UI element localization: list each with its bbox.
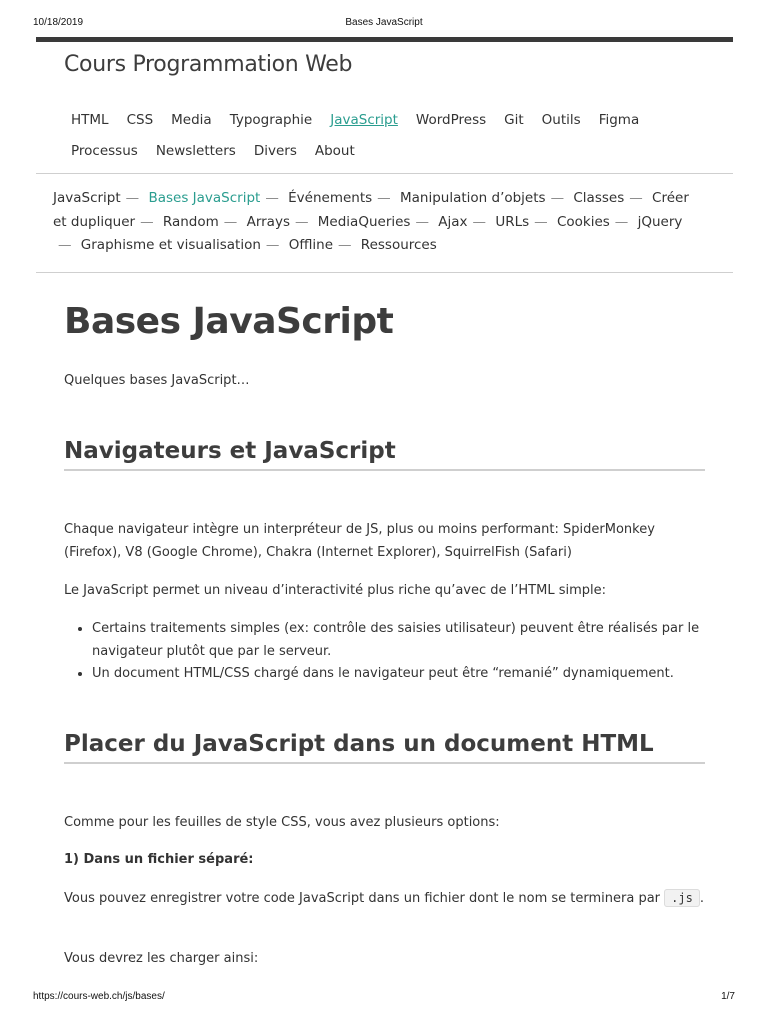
nav-item-git[interactable]: Git	[504, 111, 524, 128]
subnav-separator: —	[629, 190, 643, 206]
subnav-separator: —	[265, 237, 280, 253]
print-page-number: 1/7	[721, 991, 735, 1002]
subnav-item-ajax[interactable]: Ajax	[438, 213, 468, 230]
subnav-item-mediaqueries[interactable]: MediaQueries	[317, 213, 411, 230]
paragraph: Chaque navigateur intègre un interpréteur de JS, plus ou moins performant: SpiderMonkey (Firefox), V8 (Google Chrome), Chakra (Internet Explorer), SquirrelFish (Safari)	[64, 522, 655, 560]
nav-item-about[interactable]: About	[314, 142, 355, 159]
nav-item-html[interactable]: HTML	[71, 111, 109, 128]
subnav-separator: —	[265, 190, 279, 206]
page-title: Bases JavaScript	[64, 301, 394, 342]
nav-item-outils[interactable]: Outils	[541, 111, 581, 128]
subnav-separator: —	[472, 213, 487, 230]
subnav-item-random[interactable]: Random	[162, 213, 219, 230]
paragraph	[64, 887, 705, 911]
print-date: 10/18/2019	[33, 17, 84, 28]
divider	[36, 173, 733, 174]
nav-item-figma[interactable]: Figma	[598, 111, 640, 128]
nav-item-css[interactable]: CSS	[126, 111, 154, 128]
print-footer	[0, 991, 768, 1005]
print-doc-title: Bases JavaScript	[345, 17, 423, 28]
nav-item-media[interactable]: Media	[171, 111, 212, 128]
list-item: • Certains traitements simples (ex: contrôle des saisies utilisateur) peuvent être réalisés par le navigateur plutôt que par le serveur.	[92, 618, 733, 663]
subnav-item-ressources[interactable]: Ressources	[360, 237, 437, 253]
subnav-item-urls[interactable]: URLs	[495, 213, 530, 230]
subnav-item-bases-javascript[interactable]: Bases JavaScript	[148, 190, 261, 206]
subnav-separator: —	[140, 213, 154, 230]
subnav-separator: —	[415, 213, 429, 230]
option-heading: 1) Dans un fichier séparé:	[64, 852, 254, 867]
subnav-item-jquery[interactable]: jQuery	[637, 213, 683, 230]
section-heading-navigateurs: Navigateurs et JavaScript	[64, 438, 705, 471]
list-item: • Un document HTML/CSS chargé dans le navigateur peut être “remanié” dynamiquement.	[92, 663, 733, 686]
paragraph: Vous devrez les charger ainsi:	[64, 951, 259, 966]
subnav-separator: —	[614, 213, 629, 230]
paragraph-punct: .	[699, 891, 704, 906]
subnav-item-evenements[interactable]: Événements	[288, 190, 373, 206]
subnav-item-creer-et-dupliquer[interactable]: Créer et dupliquer	[53, 190, 689, 230]
subnav-item-cookies[interactable]: Cookies	[556, 213, 610, 230]
subnav-item-arrays[interactable]: Arrays	[246, 213, 290, 230]
subnav-separator: —	[294, 213, 309, 230]
nav-item-typographie[interactable]: Typographie	[229, 111, 313, 128]
subnav-item-graphisme-et-visualisation[interactable]: Graphisme et visualisation	[80, 237, 261, 253]
nav-item-processus[interactable]: Processus	[71, 142, 138, 159]
paragraph: Le JavaScript permet un niveau d’interactivité plus riche qu’avec de l’HTML simple:	[64, 583, 606, 598]
subnav-separator: —	[223, 213, 238, 230]
section-heading-placer: Placer du JavaScript dans un document HTML	[64, 731, 705, 764]
site-title[interactable]: Cours Programmation Web	[64, 52, 353, 77]
subnav-separator: —	[125, 190, 140, 206]
subnav-item-classes[interactable]: Classes	[573, 190, 625, 206]
sub-nav	[53, 187, 693, 258]
subnav-item-javascript[interactable]: JavaScript	[53, 190, 121, 206]
nav-item-divers[interactable]: Divers	[253, 142, 297, 159]
paragraph-text: Vous pouvez enregistrer votre code JavaScript dans un fichier dont le nom se terminera par	[64, 891, 661, 906]
paragraph: Comme pour les feuilles de style CSS, vous avez plusieurs options:	[64, 815, 500, 830]
nav-item-wordpress[interactable]: WordPress	[415, 111, 487, 128]
bullet-list	[64, 618, 733, 686]
top-bar	[36, 37, 733, 42]
subnav-separator: —	[550, 190, 565, 206]
subnav-item-manipulation-d-objets[interactable]: Manipulation d’objets	[399, 190, 546, 206]
subnav-separator: —	[338, 237, 352, 253]
subnav-separator: —	[377, 190, 391, 206]
divider	[36, 272, 733, 273]
intro-text: Quelques bases JavaScript…	[64, 373, 250, 388]
main-nav-row-1	[62, 104, 702, 135]
subnav-separator: —	[534, 213, 548, 230]
nav-item-javascript[interactable]: JavaScript	[330, 111, 398, 128]
subnav-item-offline[interactable]: Offline	[288, 237, 333, 253]
main-nav	[62, 104, 702, 166]
subnav-separator: —	[58, 237, 72, 253]
main-content	[64, 298, 705, 966]
print-header	[0, 17, 768, 31]
print-url: https://cours-web.ch/js/bases/	[33, 991, 165, 1002]
nav-item-newsletters[interactable]: Newsletters	[155, 142, 236, 159]
main-nav-row-2	[62, 135, 702, 166]
inline-code: .js	[664, 889, 700, 907]
